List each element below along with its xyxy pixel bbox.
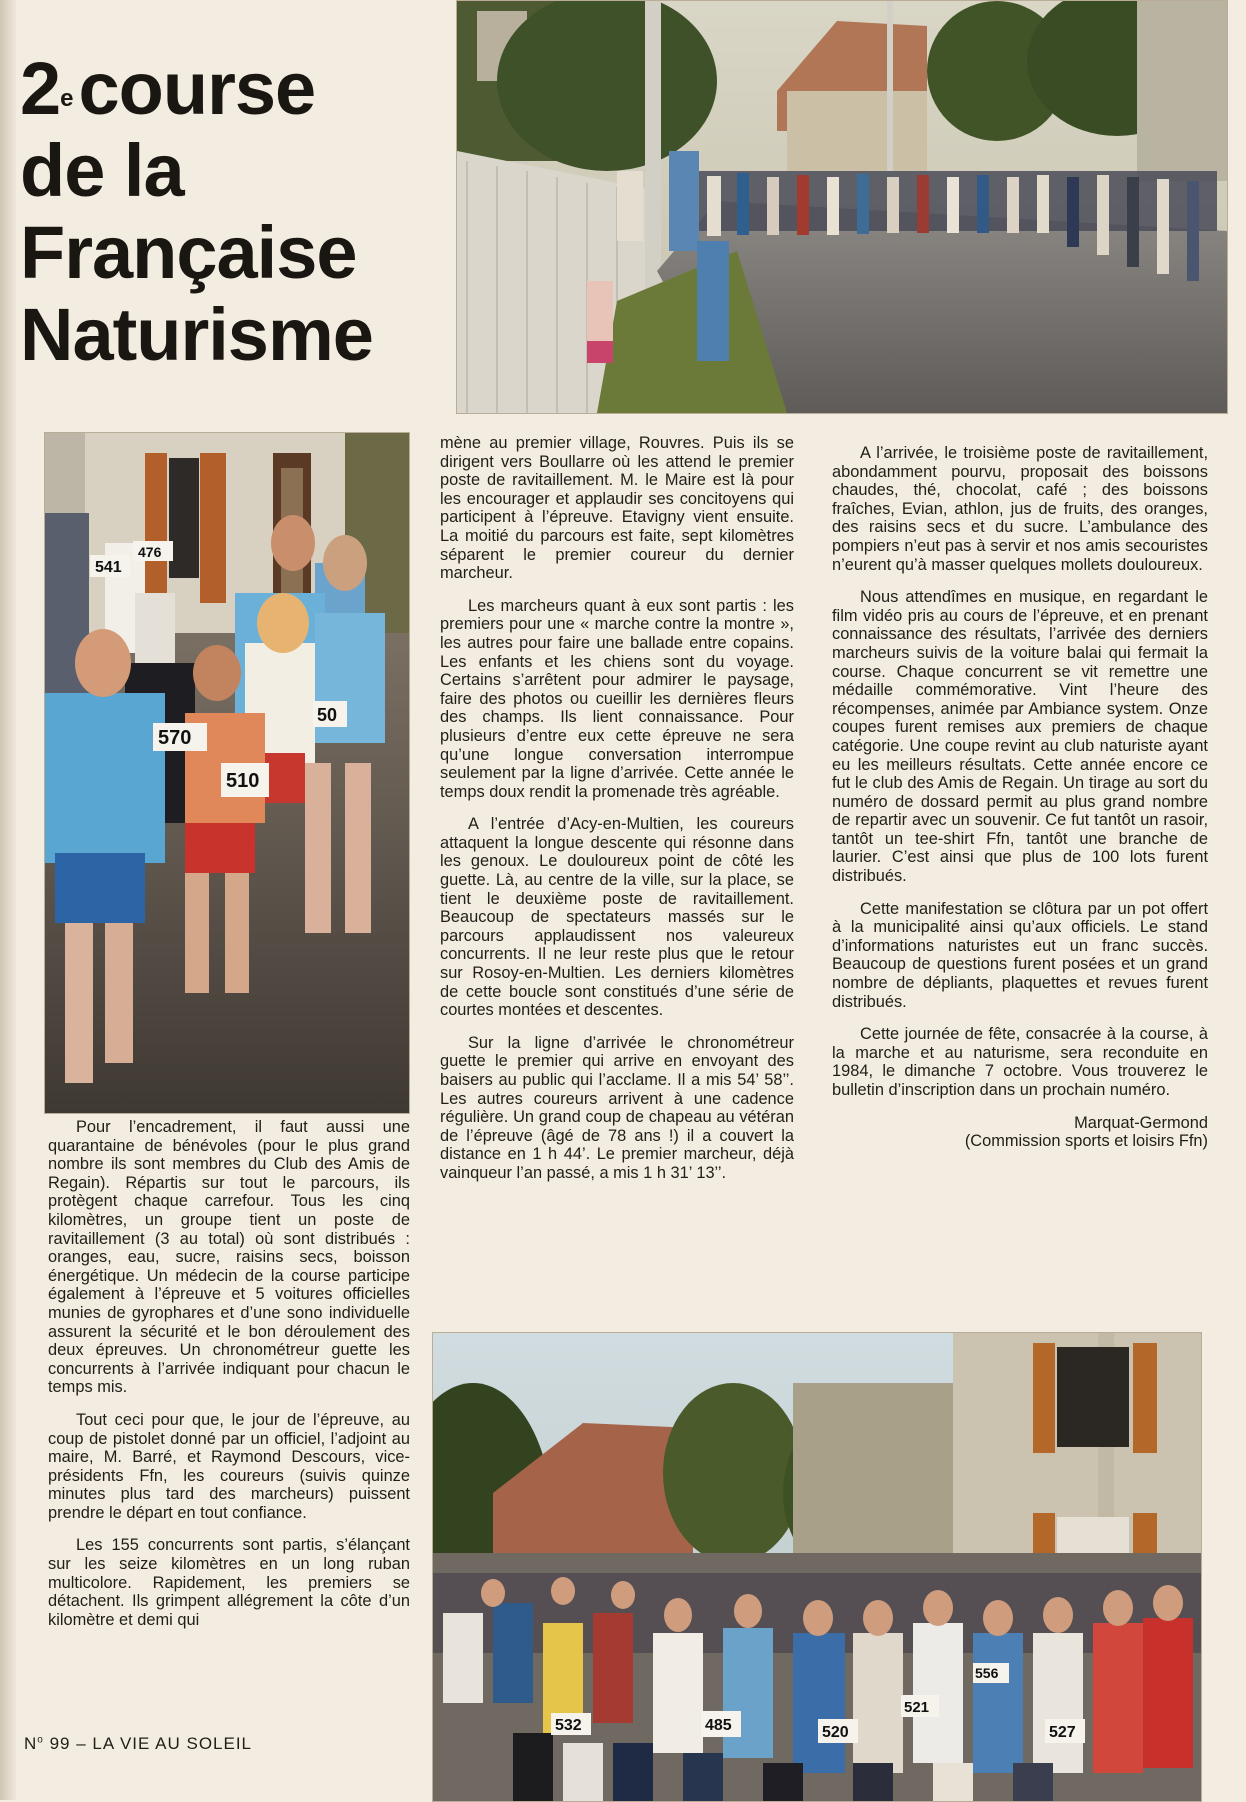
- bib-520: 520: [822, 1724, 849, 1741]
- text-column-2: [440, 434, 794, 1197]
- page-edge: [0, 0, 16, 1800]
- photo-race-start: [456, 0, 1228, 414]
- signature-name: Marquat-Germond: [1074, 1113, 1208, 1132]
- col2-paragraph-4: Sur la ligne d’arrivée le chronométreur guette le premier qui arrive en envoyant des baisers au public qui l’acclame. Il a mis 54’ 58’’. Les autres coureurs arrivent à une cadence régulière. Un grand coup de chapeau au vétéran de l’épreuve (âgé de 78 ans !) il a couvert la distance en 1 h 44’. Le premier marcheur, déjà vainqueur l’an passé, a mis 1 h 31’ 13’’.: [440, 1033, 794, 1182]
- bib-541: 541: [95, 559, 122, 576]
- footer-number-superscript: o: [37, 1734, 44, 1746]
- bib-527: 527: [1049, 1724, 1076, 1741]
- photo-runners-village: [44, 432, 410, 1114]
- article-title: [20, 48, 460, 376]
- bib-476: 476: [138, 544, 162, 560]
- photo-race-start-image: [457, 1, 1227, 413]
- bib-532: 532: [555, 1717, 582, 1734]
- col1-paragraph-3: Les 155 concurrents sont partis, s’élançant sur les seize kilomètres en un long ruban multicolore. Rapidement, les premiers se détachent. Ils grimpent allégrement la côte d’un kilomètre et demi qui: [48, 1536, 410, 1629]
- col1-paragraph-1: Pour l’encadrement, il faut aussi une quarantaine de bénévoles (pour le plus grand nombre ils sont membres du Club des Amis de Regain). Répartis sur tout le parcours, ils protègent chaque carrefour. Tous les cinq kilomètres, un groupe tient un poste de ravitaillement (3 au total) où sont distribués : oranges, eau, sucre, raisins secs, boisson énergétique. Un médecin de la course participe également à l’épreuve et 5 voitures officielles munies de gyrophares et d’une sono individuelle assurent la sécurité et le bon déroulement des deux épreuves. Un chronométreur guette les concurrents à l’arrivée indiquant pour chacun le temps mis.: [48, 1118, 410, 1397]
- col2-paragraph-3: A l’entrée d’Acy-en-Multien, les coureurs attaquent la longue descente qui résonne dans les genoux. Le douloureux point de côté les guette. Là, au centre de la ville, sur la place, se tient le deuxième poste de ravitaillement. Beaucoup de spectateurs massés sur le parcours applaudissent nos valeureux concurrents. Il ne leur reste plus que le retour sur Rosoy-en-Multien. Les derniers kilomètres de cette boucle sont constitués d’une série de courtes montées et descentes.: [440, 815, 794, 1020]
- photo-runners-village-image: [45, 433, 409, 1113]
- bib-556: 556: [975, 1665, 999, 1681]
- col3-paragraph-1: A l’arrivée, le troisième poste de ravitaillement, abondamment pourvu, proposait des boissons chaudes, thé, chocolat, café ; des boissons fraîches, Evian, athlon, jus de fruits, des oranges, des raisins secs et du sucre. L’ambulance des pompiers n’eut pas à servir et nos amis secouristes n’eurent qu’à masser quelques mollets douloureux.: [832, 444, 1208, 574]
- footer-magazine-name: 99 – LA VIE AU SOLEIL: [43, 1734, 253, 1753]
- title-word-course: course: [78, 47, 316, 130]
- title-line-1: [20, 48, 460, 130]
- title-line-2: de la: [20, 129, 184, 212]
- title-line-4: Naturisme: [20, 293, 373, 376]
- page-footer: [24, 1734, 252, 1754]
- bib-510: 510: [226, 770, 260, 792]
- signature: [832, 1114, 1208, 1151]
- photo-runners-pack-image: [433, 1333, 1201, 1801]
- bib-521: 521: [904, 1699, 930, 1716]
- col1-paragraph-2: Tout ceci pour que, le jour de l’épreuve, au coup de pistolet donné par un officiel, l’adjoint au maire, M. Barré, et Raymond Descours, vice-présidents Ffn, les coureurs (suivis quinze minutes plus tard des marcheurs) puissent prendre le départ en tout confiance.: [48, 1410, 410, 1522]
- col3-paragraph-3: Cette manifestation se clôtura par un pot offert à la municipalité ainsi qu’aux officiels. Le stand d’informations naturistes eut un franc succès. Beaucoup de questions furent posées et un grand nombre de dépliants, plaquettes et revues furent distribués.: [832, 899, 1208, 1011]
- title-number: 2: [20, 47, 61, 130]
- col3-paragraph-4: Cette journée de fête, consacrée à la course, à la marche et au naturisme, sera reconduite en 1984, le dimanche 7 octobre. Vous trouverez le bulletin d’inscription dans un prochain numéro.: [832, 1025, 1208, 1099]
- col3-paragraph-2: Nous attendîmes en musique, en regardant le film vidéo pris au cours de l’épreuve, et en prenant connaissance des résultats, l’arrivée des derniers marcheurs suivis de la voiture balai qui fermait la course. Chaque concurrent se vit remettre une médaille commémorative. Vint l’heure des récompenses, animée par Ambiance system. Onze coupes furent remises aux premiers de chaque catégorie. Une coupe revint au club naturiste ayant eu les meilleurs résultats. Cette année encore ce fut le club des Amis de Regain. Un tirage au sort du numéro de dossard permit au plus grand nombre de repartir avec un souvenir. Ce fut tantôt un rasoir, tantôt un tee-shirt Ffn, tantôt une branche de laurier. C’est ainsi que plus de 100 lots furent distribués.: [832, 588, 1208, 886]
- signature-organization: (Commission sports et loisirs Ffn): [964, 1132, 1208, 1151]
- title-line-3: Française: [20, 211, 357, 294]
- text-column-3: [832, 444, 1208, 1151]
- title-superscript: e: [60, 85, 73, 112]
- col2-paragraph-2: Les marcheurs quant à eux sont partis : les premiers pour une « marche contre la montre », les autres pour faire une ballade entre copains. Les enfants et les chiens sont du voyage. Certains s’arrêtent pour admirer le paysage, faire des photos ou cueillir les dernières fleurs des champs. Ils lient connaissance. Pour plusieurs d’entre eux cette épreuve ne sera qu’une longue conversation interrompue seulement par la ligne d’arrivée. Cette année le temps doux rendit la promenade très agréable.: [440, 596, 794, 801]
- bib-485: 485: [705, 1717, 732, 1734]
- text-column-1: [48, 1118, 410, 1643]
- col2-paragraph-1: mène au premier village, Rouvres. Puis ils se dirigent vers Boullarre où les attend le premier poste de ravitaillement. M. le Maire est là pour les encourager et applaudir ses concitoyens qui participent à l’épreuve. Etavigny vient ensuite. La moitié du parcours est faite, sept kilomètres séparent le premier coureur du dernier marcheur.: [440, 434, 794, 583]
- footer-number-prefix: N: [24, 1734, 38, 1753]
- photo-runners-pack: [432, 1332, 1202, 1802]
- bib-570: 570: [158, 727, 192, 749]
- bib-50: 50: [317, 705, 338, 725]
